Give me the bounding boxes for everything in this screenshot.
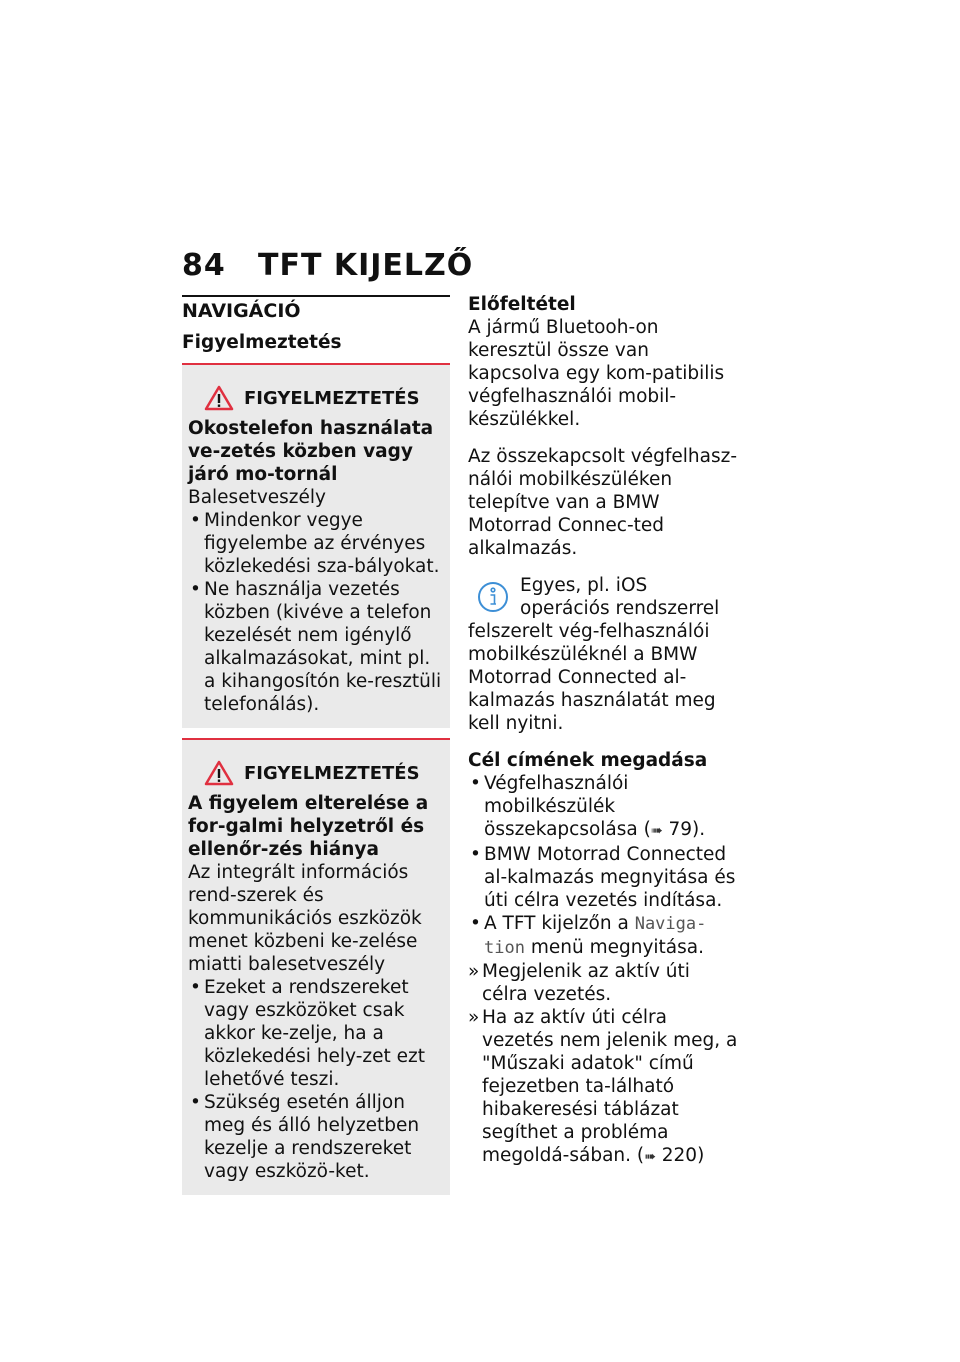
step-text: Végfelhasználói mobilkészülék összekapcsolása ( [484,773,651,840]
result-text: ) [697,1145,705,1166]
prereq-title: Előfeltétel [468,294,576,315]
warning-list [188,509,444,716]
app-text: Az összekapcsolt végfelhasz-nálói mobilkészüléken telepítve van a BMW Motorrad Connec-ted alkalmazás. [468,446,737,559]
section-title: NAVIGÁCIÓ [182,300,301,322]
page-number: 84 [182,248,226,283]
result-text: Ha az aktív úti célra vezetés nem jelenik meg, a "Műszaki adatok" című fejezetben ta-lálható hibakeresési táblázat segíthet a probléma megoldá-sában. ( [482,1007,738,1166]
list-item: » Megjelenik az aktív úti célra vezetés. [468,960,738,1006]
warning-subtext: Balesetveszély [188,487,326,508]
list-item: • Ezeket a rendszereket vagy eszközöket csak akkor ke-zelje, ha a közlekedési hely-zet ezt lehetővé teszi. [188,976,444,1091]
sub-title: Figyelmeztetés [182,332,342,353]
list-item [468,772,738,843]
step-text: menü megnyitása. [524,937,704,958]
warning-subtext: Az integrált információs rend-szerek és kommunikációs eszközök menet közbeni ke-zelése miatti balesetveszély [188,862,422,975]
menu-name: Naviga-tion [484,914,707,958]
page-reference: 220 [661,1145,698,1166]
info-text: Egyes, pl. iOS operációs rendszerrel felszerelt vég-felhasználói mobilkészüléknél a BMW Motorrad Connected al-kalmazás használatát meg kell nyitni. [468,575,720,734]
warning-heading: A figyelem elterelése a for-galmi helyzetről és ellenőr-zés hiánya [188,793,429,860]
list-item: • Mindenkor vegye figyelembe az érvényes közlekedési sza-bályokat. [188,509,444,578]
warning-header [204,385,444,411]
chapter-title: TFT KIJELZŐ [258,248,474,283]
list-item: • BMW Motorrad Connected al-kalmazás megnyitása és úti célra vezetés indítása. [468,843,738,912]
info-icon [476,580,510,614]
step-text: A TFT kijelzőn a [484,913,635,934]
warning-box [182,365,450,728]
list-item [468,1006,738,1169]
list-item [468,912,738,960]
warning-label: FIGYELMEZTETÉS [244,762,420,784]
step-text: ). [692,819,706,840]
warning-header [204,760,444,786]
section-divider [182,295,450,297]
warning-list [188,976,444,1183]
warning-triangle-icon [204,760,234,786]
prereq-text: A jármű Bluetooh-on keresztül össze van kapcsolva egy kom-patibilis végfelhasználói mobil-készülékkel. [468,317,725,430]
right-column [468,293,738,1169]
warning-box [182,740,450,1195]
warning-heading: Okostelefon használata ve-zetés közben vagy járó mo-tornál [188,418,434,485]
step-list [468,772,738,960]
info-note [468,574,738,735]
left-column [182,295,450,1195]
page-reference: 79 [668,819,693,840]
page-reference-arrow-icon: ➠ [644,1149,656,1165]
warning-label: FIGYELMEZTETÉS [244,387,420,409]
list-item: • Ne használja vezetés közben (kivéve a telefon kezelését nem igénylő alkalmazásokat, mint pl. a kihangosítón ke-resztüli telefonálás). [188,578,444,716]
page-header [182,248,473,283]
warning-triangle-icon [204,385,234,411]
destination-title: Cél címének megadása [468,750,708,771]
result-list [468,960,738,1169]
list-item: • Szükség esetén álljon meg és álló helyzetben kezelje a rendszereket vagy eszközö-ket. [188,1091,444,1183]
page-reference-arrow-icon: ➠ [650,823,663,839]
